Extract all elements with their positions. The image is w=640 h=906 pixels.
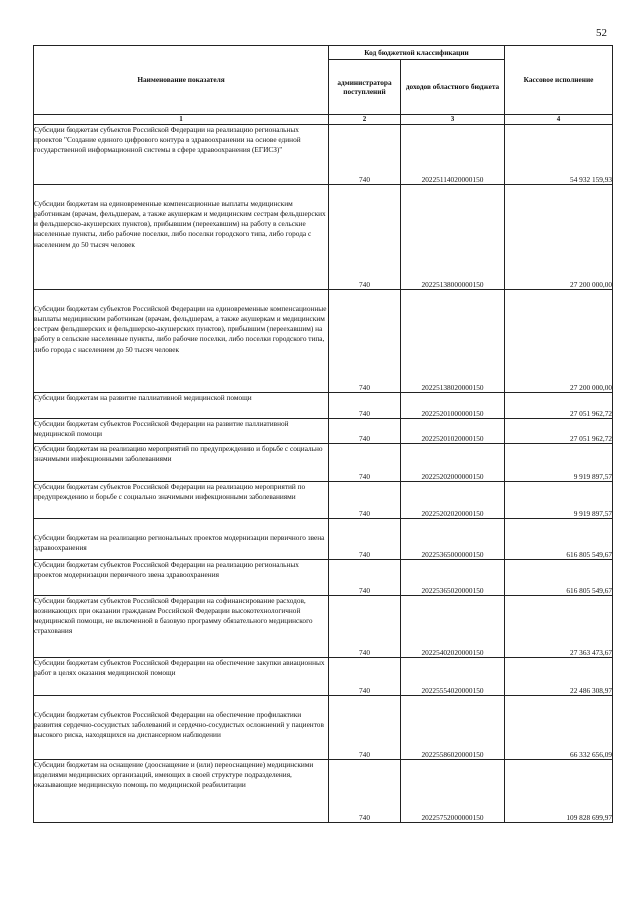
table-row — [34, 595, 613, 657]
row-amount: 616 805 549,67 — [505, 518, 613, 559]
row-income-code: 20225402020000150 — [401, 595, 505, 657]
table-row — [34, 481, 613, 518]
row-amount: 27 363 473,67 — [505, 595, 613, 657]
row-name: Субсидии бюджетам на единовременные компенсационные выплаты медицинским работникам (врачам, фельдшерам, а также акушеркам и медицинским сестрам фельдшерских и фельдшерско-акушерских пунктов), прибывшим (переехавшим) на работу в сельские населенные пункты, либо рабочие поселки, либо поселки городского типа, либо города с населением до 50 тысяч человек — [34, 184, 329, 289]
row-amount: 27 200 000,00 — [505, 289, 613, 392]
row-name: Субсидии бюджетам субъектов Российской Федерации на обеспечение закупки авиационных работ в целях оказания медицинской помощи — [34, 657, 329, 695]
row-name: Субсидии бюджетам субъектов Российской Федерации на реализацию региональных проектов модернизации первичного звена здравоохранения — [34, 559, 329, 595]
row-income-code: 20225752000000150 — [401, 759, 505, 822]
row-income-code: 20225586020000150 — [401, 695, 505, 759]
row-name: Субсидии бюджетам на реализацию мероприятий по предупреждению и борьбе с социально значимыми инфекционными заболеваниями — [34, 443, 329, 481]
row-name: Субсидии бюджетам субъектов Российской Федерации на обеспечение профилактики развития сердечно-сосудистых заболеваний и сердечно-сосудистых осложнений у пациентов высокого риска, находящихся на диспансерном наблюдении — [34, 695, 329, 759]
table-row — [34, 443, 613, 481]
row-income-code: 20225365000000150 — [401, 518, 505, 559]
column-number: 3 — [401, 115, 505, 125]
row-admin-code: 740 — [329, 481, 401, 518]
row-admin-code: 740 — [329, 559, 401, 595]
row-amount: 27 051 962,72 — [505, 418, 613, 443]
row-admin-code: 740 — [329, 392, 401, 418]
header-name: Наименование показателя — [34, 46, 329, 115]
table-row — [34, 184, 613, 289]
row-income-code: 20225138020000150 — [401, 289, 505, 392]
row-amount: 66 332 656,09 — [505, 695, 613, 759]
row-name: Субсидии бюджетам на оснащение (дооснащение и (или) переоснащение) медицинскими изделиями медицинских организаций, имеющих в своей структуре подразделения, оказывающие медицинскую помощь по медицинской реабилитации — [34, 759, 329, 822]
budget-classification-table — [33, 45, 613, 823]
row-income-code: 20225138000000150 — [401, 184, 505, 289]
header-cash-execution: Кассовое исполнение — [505, 46, 613, 115]
row-name: Субсидии бюджетам на реализацию региональных проектов модернизации первичного звена здравоохранения — [34, 518, 329, 559]
row-admin-code: 740 — [329, 289, 401, 392]
header-budget-classification-code: Код бюджетной классификации — [329, 46, 505, 60]
table-row — [34, 657, 613, 695]
header-administrator: администратора поступлений — [329, 60, 401, 115]
row-name: Субсидии бюджетам субъектов Российской Федерации на реализацию мероприятий по предупреждению и борьбе с социально значимыми инфекционными заболеваниями — [34, 481, 329, 518]
row-amount: 9 919 897,57 — [505, 443, 613, 481]
row-amount: 22 486 308,97 — [505, 657, 613, 695]
row-amount: 54 932 159,93 — [505, 124, 613, 184]
row-admin-code: 740 — [329, 418, 401, 443]
table-row — [34, 392, 613, 418]
row-amount: 616 805 549,67 — [505, 559, 613, 595]
row-name: Субсидии бюджетам субъектов Российской Федерации на реализацию региональных проектов "Создание единого цифрового контура в здравоохранении на основе единой государственной информационной системы в сфере здравоохранения (ЕГИСЗ)" — [34, 124, 329, 184]
page-number: 52 — [596, 27, 607, 39]
row-amount: 27 051 962,72 — [505, 392, 613, 418]
row-admin-code: 740 — [329, 124, 401, 184]
row-income-code: 20225201020000150 — [401, 418, 505, 443]
row-admin-code: 740 — [329, 657, 401, 695]
row-admin-code: 740 — [329, 184, 401, 289]
row-admin-code: 740 — [329, 518, 401, 559]
column-number: 1 — [34, 115, 329, 125]
row-income-code: 20225114020000150 — [401, 124, 505, 184]
table-row — [34, 759, 613, 822]
row-amount: 9 919 897,57 — [505, 481, 613, 518]
table-row — [34, 289, 613, 392]
row-admin-code: 740 — [329, 443, 401, 481]
table-row — [34, 418, 613, 443]
header-regional-budget-income: доходов областного бюджета — [401, 60, 505, 115]
row-name: Субсидии бюджетам субъектов Российской Федерации на развитие паллиативной медицинской помощи — [34, 418, 329, 443]
row-amount: 109 828 699,97 — [505, 759, 613, 822]
row-name: Субсидии бюджетам на развитие паллиативной медицинской помощи — [34, 392, 329, 418]
row-admin-code: 740 — [329, 595, 401, 657]
row-amount: 27 200 000,00 — [505, 184, 613, 289]
row-admin-code: 740 — [329, 759, 401, 822]
table-row — [34, 124, 613, 184]
row-income-code: 20225202020000150 — [401, 481, 505, 518]
row-income-code: 20225202000000150 — [401, 443, 505, 481]
row-income-code: 20225201000000150 — [401, 392, 505, 418]
row-name: Субсидии бюджетам субъектов Российской Федерации на софинансирование расходов, возникающих при оказании гражданам Российской Федерации высокотехнологичной медицинской помощи, не включенной в базовую программу обязательного медицинского страхования — [34, 595, 329, 657]
row-admin-code: 740 — [329, 695, 401, 759]
row-income-code: 20225554020000150 — [401, 657, 505, 695]
table-row — [34, 695, 613, 759]
column-number: 4 — [505, 115, 613, 125]
row-income-code: 20225365020000150 — [401, 559, 505, 595]
table-row — [34, 518, 613, 559]
row-name: Субсидии бюджетам субъектов Российской Федерации на единовременные компенсационные выплаты медицинским работникам (врачам, фельдшерам, а также акушеркам и медицинским сестрам фельдшерских и фельдшерско-акушерских пунктов), прибывшим (переехавшим) на работу в сельские населенные пункты, либо рабочие поселки, либо поселки городского типа, либо города с населением до 50 тысяч человек — [34, 289, 329, 392]
table-row — [34, 559, 613, 595]
column-number: 2 — [329, 115, 401, 125]
